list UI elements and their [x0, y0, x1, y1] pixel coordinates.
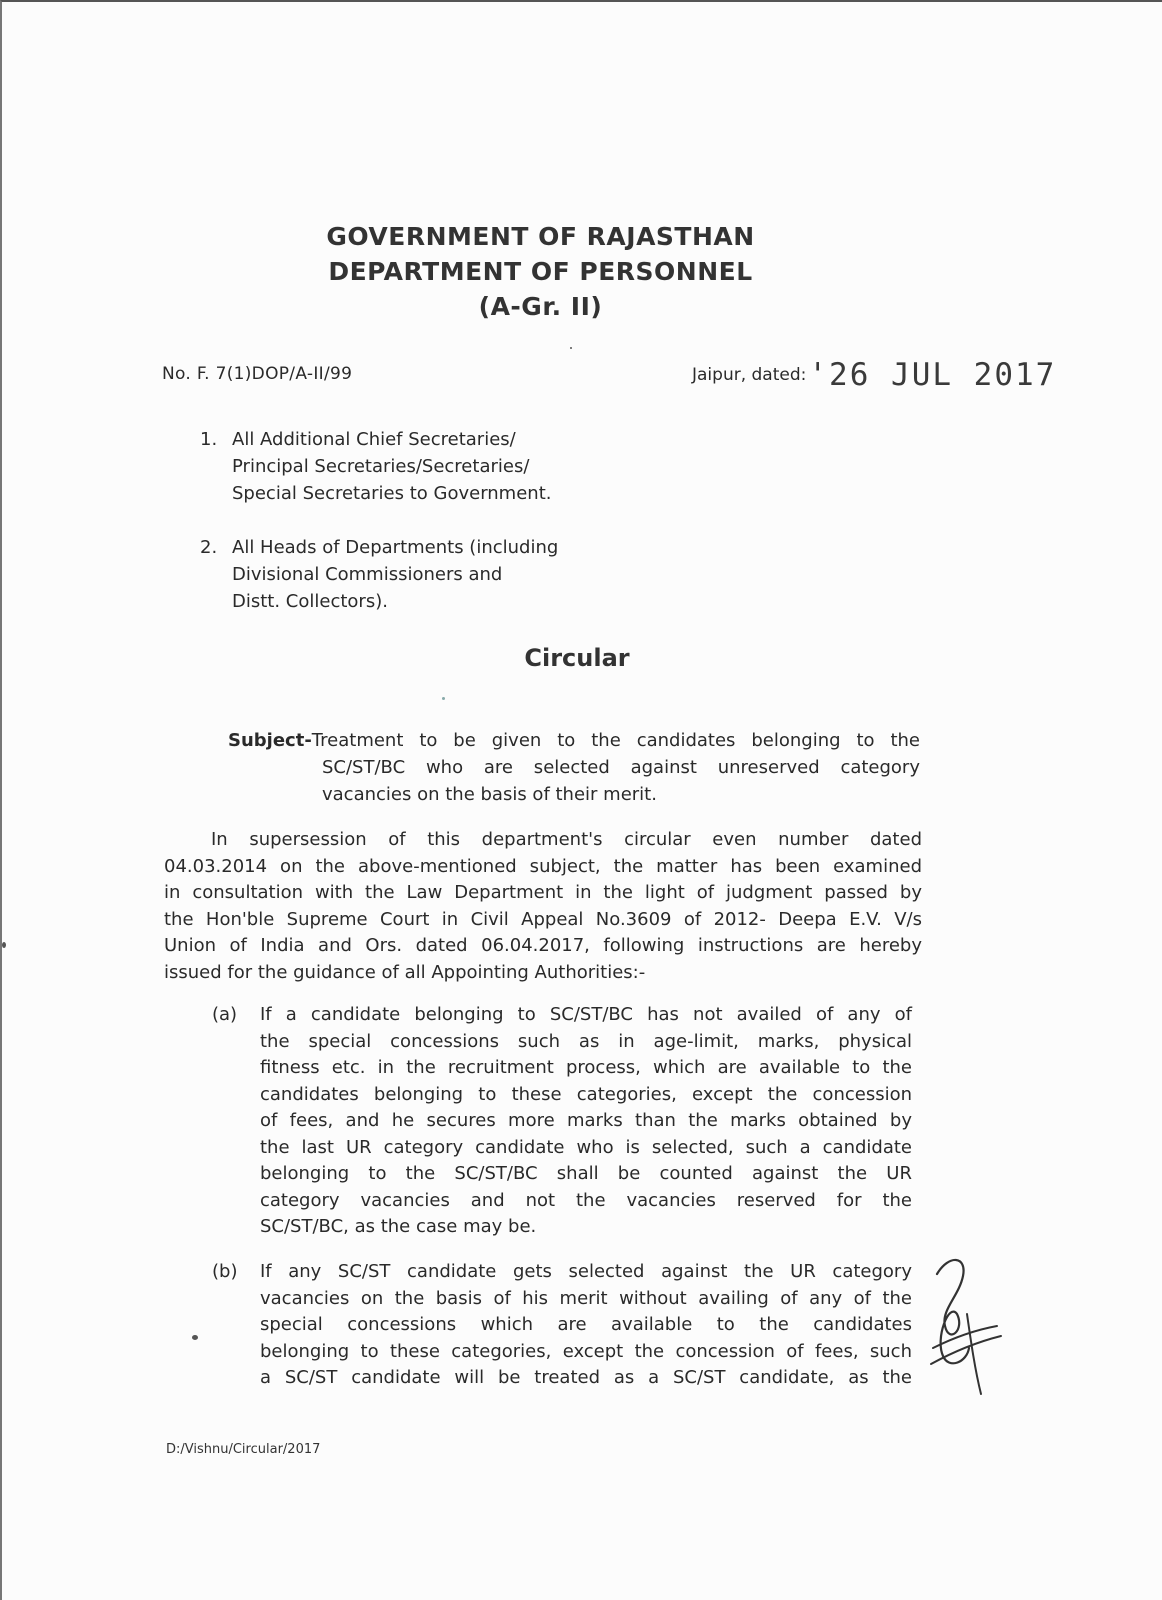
- file-number: No. F. 7(1)DOP/A-II/99: [162, 364, 353, 384]
- paragraph-line: In supersession of this department's circular even number dated: [211, 829, 922, 850]
- signature-initials: [927, 1252, 1007, 1402]
- item-marker: (a): [212, 1004, 238, 1025]
- item-line: the special concessions such as in age-limit, marks, physical: [260, 1030, 912, 1052]
- item-line: the last UR category candidate who is selected, such a candidate: [260, 1136, 912, 1158]
- header-section: (A-Gr. II): [478, 292, 603, 321]
- item-line: fitness etc. in the recruitment process, which are available to the: [260, 1057, 912, 1078]
- header-government: GOVERNMENT OF RAJASTHAN: [326, 222, 755, 251]
- item-line: belonging to these categories, except the concession of fees, such: [260, 1340, 912, 1362]
- date-label: Jaipur, dated:: [692, 365, 807, 385]
- item-line: special concessions which are available to the candidates: [260, 1314, 912, 1335]
- scan-speck: [2, 942, 6, 948]
- intro-paragraph: [164, 827, 922, 986]
- addressee-line: Divisional Commissioners and: [232, 564, 503, 585]
- addressee-number: 2.: [200, 537, 218, 558]
- file-path-footer: D:/Vishnu/Circular/2017: [166, 1442, 321, 1457]
- paragraph-line: Union of India and Ors. dated 06.04.2017, following instructions are hereby: [164, 935, 922, 956]
- item-line: a SC/ST candidate will be treated as a SC/ST candidate, as the: [260, 1367, 912, 1388]
- item-line: If any SC/ST candidate gets selected against the UR category: [260, 1261, 912, 1282]
- instruction-b: [212, 1259, 912, 1392]
- item-line: category vacancies and not the vacancies reserved for the: [260, 1189, 912, 1211]
- subject-block: [228, 727, 920, 808]
- addressee-1: [200, 426, 551, 507]
- item-line: SC/ST/BC, as the case may be.: [260, 1216, 537, 1237]
- scan-speck: [570, 347, 572, 349]
- item-line: belonging to the SC/ST/BC shall be counted against the UR: [260, 1163, 912, 1184]
- scan-speck: [442, 697, 445, 700]
- item-line: candidates belonging to these categories, except the concession: [260, 1083, 912, 1105]
- document-title: Circular: [524, 644, 630, 672]
- paragraph-line: 04.03.2014 on the above-mentioned subject, the matter has been examined: [164, 855, 922, 877]
- item-line: If a candidate belonging to SC/ST/BC has not availed of any of: [260, 1004, 912, 1025]
- addressee-line: All Heads of Departments (including: [232, 537, 559, 558]
- paragraph-line: in consultation with the Law Department in the light of judgment passed by: [164, 882, 922, 903]
- subject-label: Subject-: [228, 730, 312, 751]
- item-line: of fees, and he secures more marks than the marks obtained by: [260, 1110, 912, 1131]
- paragraph-line: the Hon'ble Supreme Court in Civil Appeal No.3609 of 2012- Deepa E.V. V/s: [164, 908, 922, 930]
- addressee-number: 1.: [200, 429, 218, 450]
- instruction-a: [212, 1002, 912, 1241]
- date-stamp: '26 JUL 2017: [808, 357, 1057, 393]
- addressee-line: Principal Secretaries/Secretaries/: [232, 456, 530, 477]
- item-body: [260, 1002, 912, 1241]
- addressee-line: Distt. Collectors).: [232, 591, 388, 612]
- item-marker: (b): [212, 1261, 238, 1282]
- header-department: DEPARTMENT OF PERSONNEL: [328, 257, 753, 286]
- date-line: [692, 357, 1056, 393]
- scan-speck: [192, 1335, 198, 1340]
- item-body: [260, 1259, 912, 1392]
- subject-text: Treatment to be given to the candidates belonging to the: [311, 730, 920, 751]
- paragraph-line: issued for the guidance of all Appointing Authorities:-: [164, 961, 646, 983]
- addressee-2: [200, 534, 558, 615]
- subject-line-1: [228, 727, 920, 754]
- addressee-line: All Additional Chief Secretaries/: [232, 429, 516, 450]
- subject-line-3: vacancies on the basis of their merit.: [322, 784, 657, 805]
- subject-line-2: SC/ST/BC who are selected against unreserved category: [322, 757, 920, 778]
- item-line: vacancies on the basis of his merit without availing of any of the: [260, 1287, 912, 1309]
- addressee-line: Special Secretaries to Government.: [232, 483, 552, 504]
